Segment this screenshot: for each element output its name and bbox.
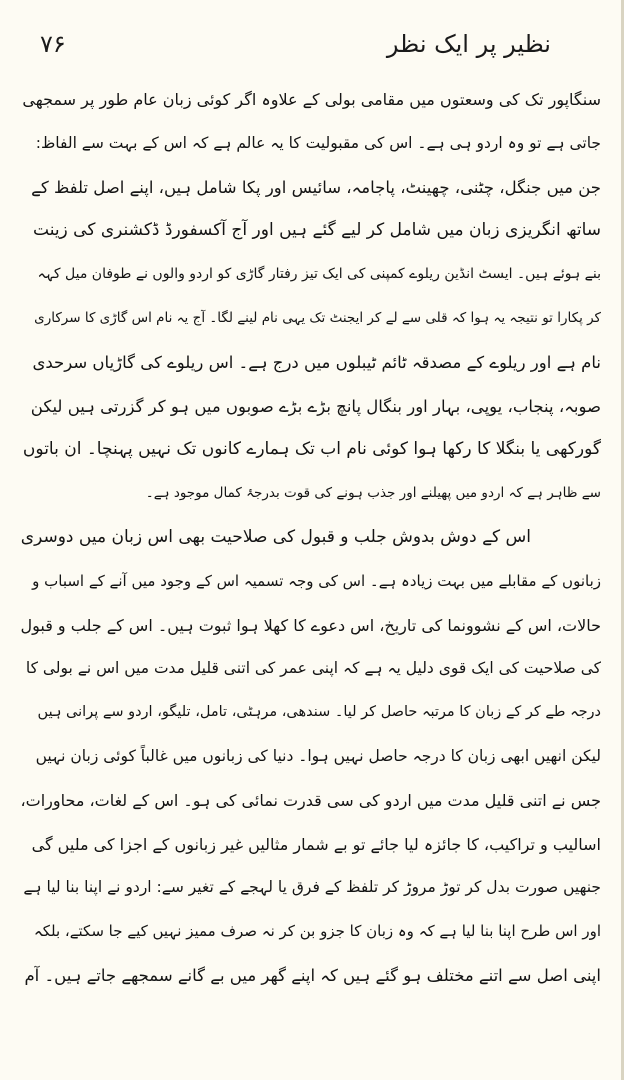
- text-line: اسالیب و تراکیب، کا جائزہ لیا جائے تو بے شمار مثالیں غیر زبانوں کے اجزا کی ملیں گی: [31, 834, 601, 854]
- text-line: گورکھی یا بنگلا کا رکھا ہوا کوئی نام اب تک ہمارے کانوں تک نہیں پہنچا۔ ان باتوں: [22, 439, 601, 460]
- text-line: سے ظاہر ہے کہ اردو میں پھیلنے اور جذب ہونے کی قوت بدرجۂ کمال موجود ہے۔: [145, 485, 601, 502]
- body-text: [20, 78, 601, 998]
- text-line: حالات، اس کے نشوونما کی تاریخ، اس دعوے کا کھلا ہوا ثبوت ہیں۔ اس کے جلب و قبول: [20, 615, 601, 635]
- text-line: سنگاپور تک کی وسعتوں میں مقامی بولی کے علاوہ اگر کوئی زبان عام طور پر سمجھی: [22, 90, 601, 109]
- text-line: اپنی اصل سے اتنے مختلف ہو گئے ہیں کہ اپنے گھر میں بے گانے سمجھے جاتے ہیں۔ آم: [24, 965, 601, 985]
- text-line: درجہ طے کر کے زبان کا مرتبہ حاصل کر لیا۔ سندھی، مرہٹی، تامل، تلیگو، اردو سے پرانی ہیں: [37, 704, 601, 721]
- text-line: لیکن انھیں ابھی زبان کا درجہ حاصل نہیں ہوا۔ دنیا کی زبانوں میں غالباً کوئی زبان نہیں: [35, 746, 601, 765]
- text-line: نام ہے اور ریلوے کے مصدقہ ٹائم ٹیبلوں میں درج ہے۔ اس ریلوے کی گاڑیاں سرحدی: [32, 352, 601, 372]
- text-line: جنھیں صورت بدل کر توڑ مروڑ کر تلفظ کے فرق یا لہجے کے تغیر سے: اردو نے اپنا بنا لیا ہے: [23, 878, 601, 897]
- text-line: اور اس طرح اپنا بنا لیا ہے کہ وہ زبان کا جزو بن کر نہ صرف ممیز نہیں کیے جا سکتے، بلکہ: [33, 922, 601, 941]
- running-title: نظیر پر ایک نظر: [386, 30, 551, 58]
- text-line: کر پکارا تو نتیجہ یہ ہوا کہ قلی سے لے کر ایجنٹ تک یہی نام لینے لگا۔ آج یہ نام اس گاڑی کا سرکاری: [34, 309, 601, 326]
- page-header: [40, 30, 551, 70]
- text-line: کی صلاحیت کی ایک قوی دلیل یہ ہے کہ اپنی عمر کی اتنی قلیل مدت میں اس نے بولی کا: [25, 659, 601, 678]
- text-line: ساتھ انگریزی زبان میں شامل کر لیے گئے ہیں اور آج آکسفورڈ ڈکشنری کی زینت: [33, 220, 601, 241]
- paragraph-start-line: اس کے دوش بدوش جلب و قبول کی صلاحیت بھی اس زبان میں دوسری: [20, 526, 531, 547]
- text-line: زبانوں کے مقابلے میں بہت زیادہ ہے۔ اس کی وجہ تسمیہ اس کے وجود میں آنے کے اسباب و: [32, 571, 601, 590]
- text-line: بنے ہوئے ہیں۔ ایسٹ انڈین ریلوے کمپنی کی ایک تیز رفتار گاڑی کو اردو والوں نے طوفان میل کہہ: [37, 266, 601, 283]
- text-line: صوبہ، پنجاب، یوپی، بہار اور بنگال پانچ بڑے بڑے صوبوں میں ہو کر گزرتی ہیں لیکن: [30, 396, 601, 416]
- page-number: ۷۶: [40, 30, 66, 58]
- text-line: جس نے اتنی قلیل مدت میں اردو کی سی قدرت نمائی کی ہو۔ اس کے لغات، محاورات،: [20, 790, 601, 810]
- text-line: جاتی ہے تو وہ اردو ہی ہے۔ اس کی مقبولیت کا یہ عالم ہے کہ اس کے بہت سے الفاظ:: [35, 133, 601, 152]
- text-line: جن میں جنگل، چٹنی، چھینٹ، پاجامہ، سائیس اور پکا شامل ہیں، اپنے اصل تلفظ کے: [31, 177, 601, 197]
